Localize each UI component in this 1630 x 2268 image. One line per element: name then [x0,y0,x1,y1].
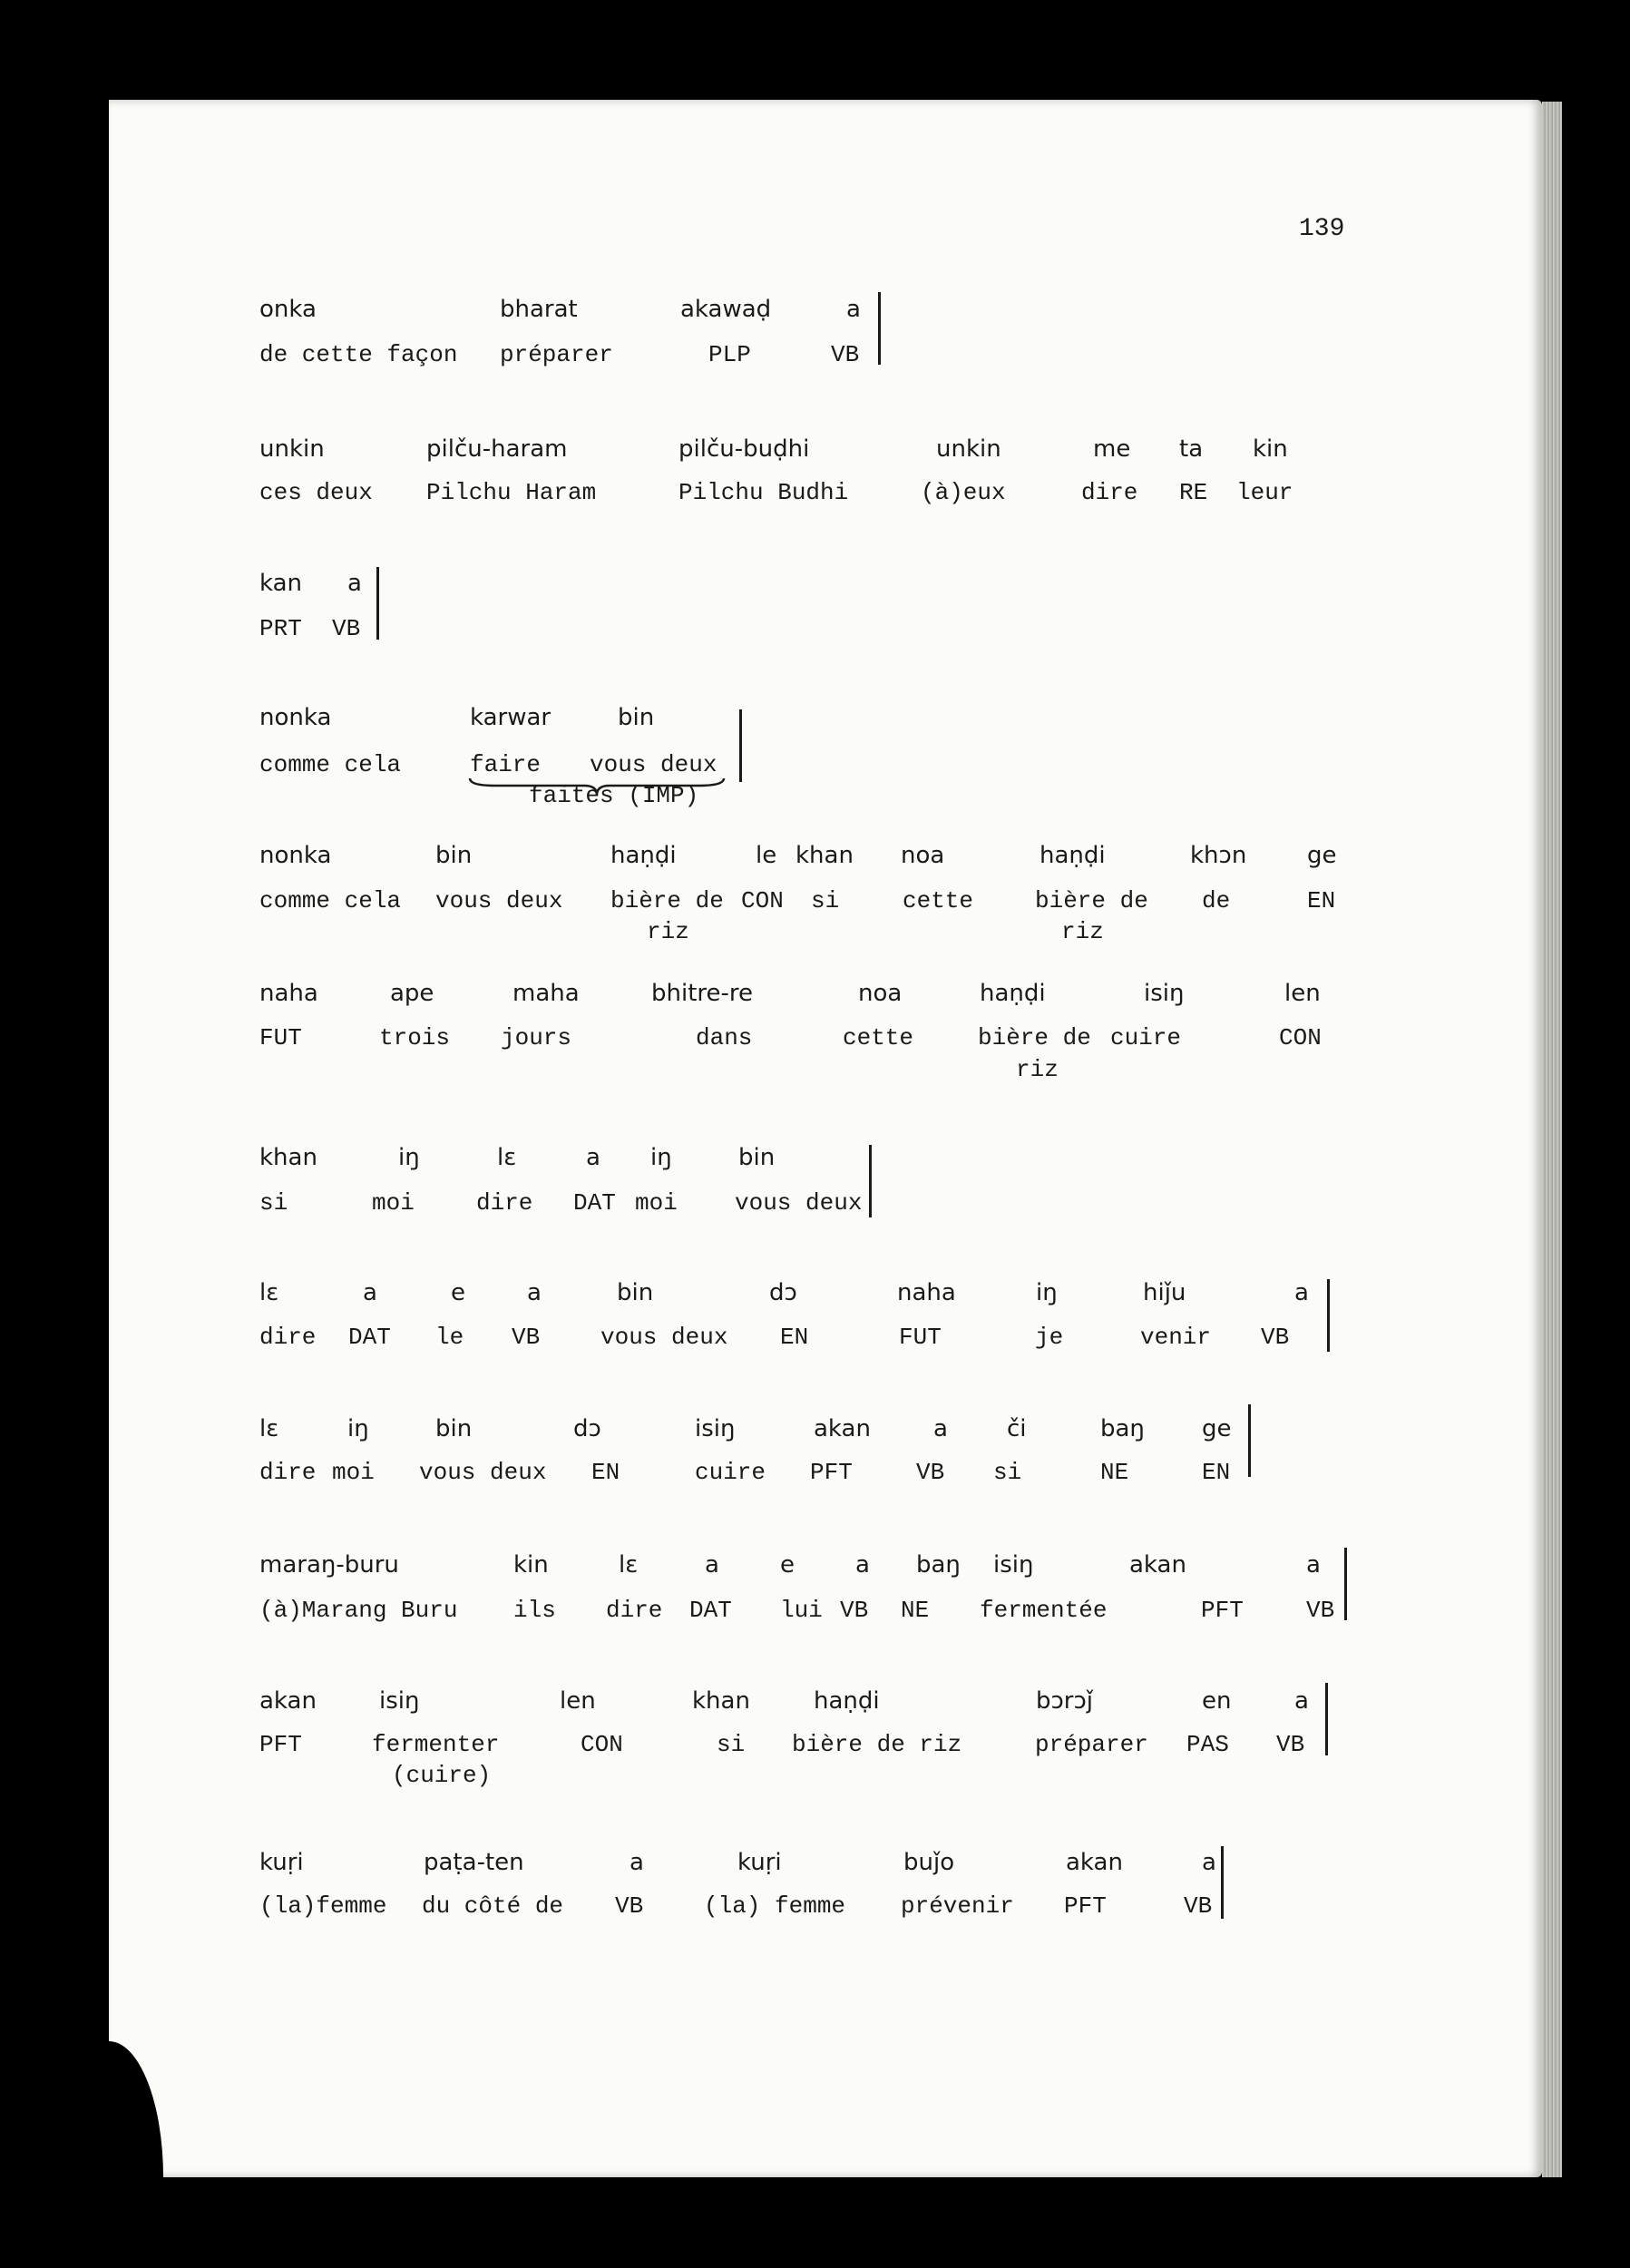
santali-word: khan [692,1687,750,1715]
french-gloss: comme cela [259,887,402,914]
french-gloss: bière de [1035,887,1148,914]
french-gloss: si [717,1731,746,1758]
santali-word: ta [1179,435,1204,463]
santali-word: a [1306,1551,1321,1579]
santali-word: paṭa-ten [424,1849,524,1876]
santali-word: haṇḍi [1039,842,1106,869]
santali-word: unkin [936,435,1001,463]
santali-word: unkin [259,435,325,463]
clause-boundary-bar [1248,1404,1251,1477]
santali-word: me [1093,435,1131,463]
santali-word: a [347,570,362,597]
santali-word: bin [617,1279,654,1306]
french-gloss: riz [1016,1056,1059,1083]
santali-word: akan [259,1687,317,1715]
french-gloss: (à)eux [921,479,1006,506]
french-gloss: le [435,1324,464,1351]
french-gloss: comme cela [259,751,402,778]
french-gloss: ils [513,1597,556,1624]
french-gloss: trois [379,1024,451,1051]
santali-word: akawaḍ [680,296,772,323]
french-gloss: PFT [259,1731,302,1758]
french-gloss: faites (IMP) [529,782,699,809]
french-gloss: cuire [1110,1024,1182,1051]
santali-word: akan [1066,1849,1123,1876]
santali-word: lɛ [619,1551,639,1579]
french-gloss: (la)femme [259,1892,387,1920]
french-gloss: VB [840,1597,869,1624]
santali-word: dɔ [573,1415,601,1442]
french-gloss: vous deux [590,751,717,778]
santali-word: akan [814,1415,871,1442]
santali-word: len [560,1687,596,1715]
santali-word: isiŋ [993,1551,1034,1579]
santali-word: iŋ [650,1144,672,1171]
santali-word: onka [259,296,317,323]
french-gloss: riz [647,918,689,945]
santali-word: en [1202,1687,1232,1715]
french-gloss: je [1035,1324,1064,1351]
french-gloss: fermentée [980,1597,1108,1624]
french-gloss: PAS [1186,1731,1229,1758]
santali-word: e [780,1551,795,1579]
french-gloss: venir [1140,1324,1212,1351]
santali-word: noa [858,980,903,1007]
french-gloss: bière de [978,1024,1091,1051]
french-gloss: moi [372,1189,415,1217]
santali-word: isiŋ [1144,980,1185,1007]
page-stack-edge [1542,102,1562,2177]
french-gloss: VB [831,341,860,368]
french-gloss: riz [1061,918,1104,945]
french-gloss: PFT [1064,1892,1107,1920]
santali-word: bin [435,1415,473,1442]
clause-boundary-bar [878,292,881,365]
french-gloss: vous deux [435,887,563,914]
santali-word: kin [513,1551,549,1579]
french-gloss: VB [512,1324,541,1351]
santali-word: haṇḍi [980,980,1046,1007]
clause-boundary-bar [1327,1279,1330,1352]
santali-word: lɛ [259,1279,279,1306]
santali-word: maha [512,980,580,1007]
santali-word: nonka [259,842,332,869]
french-gloss: DAT [348,1324,391,1351]
french-gloss: PFT [1201,1597,1244,1624]
french-gloss: PFT [810,1459,853,1486]
santali-word: khɔn [1190,842,1247,869]
french-gloss: bière de riz [792,1731,962,1758]
french-gloss: EN [780,1324,809,1351]
french-gloss: si [811,887,840,914]
santali-word: lɛ [259,1415,279,1442]
santali-word: akan [1129,1551,1186,1579]
french-gloss: moi [332,1459,375,1486]
french-gloss: prévenir [901,1892,1014,1920]
french-gloss: si [259,1189,288,1217]
page-number: 139 [1299,215,1345,243]
santali-word: naha [897,1279,956,1306]
french-gloss: PLP [708,341,751,368]
santali-word: bharat [500,296,578,323]
french-gloss: dire [1081,479,1138,506]
santali-word: bin [738,1144,776,1171]
french-gloss: dire [606,1597,663,1624]
french-gloss: PRT [259,615,302,642]
french-gloss: Pilchu Budhi [678,479,849,506]
french-gloss: RE [1179,479,1208,506]
french-gloss: EN [1307,887,1336,914]
santali-word: a [705,1551,719,1579]
santali-word: noa [901,842,945,869]
french-gloss: VB [1276,1731,1305,1758]
santali-word: kin [1253,435,1288,463]
santali-word: khan [795,842,854,869]
french-gloss: de [1202,887,1231,914]
french-gloss: dans [696,1024,753,1051]
santali-word: a [846,296,861,323]
french-gloss: CON [1279,1024,1322,1051]
santali-word: len [1284,980,1321,1007]
french-gloss: vous deux [600,1324,728,1351]
french-gloss: préparer [1035,1731,1148,1758]
french-gloss: CON [581,1731,623,1758]
french-gloss: NE [1100,1459,1129,1486]
santali-word: buǰo [903,1849,955,1876]
santali-word: a [527,1279,542,1306]
french-gloss: du côté de [422,1892,564,1920]
santali-word: a [933,1415,948,1442]
french-gloss: vous deux [419,1459,547,1486]
clause-boundary-bar [739,709,742,782]
santali-word: khan [259,1144,317,1171]
clause-boundary-bar [1325,1683,1328,1755]
santali-word: nonka [259,704,332,731]
french-gloss: faire [470,751,542,778]
french-gloss: EN [591,1459,620,1486]
santali-word: e [451,1279,465,1306]
french-gloss: ces deux [259,479,373,506]
french-gloss: préparer [500,341,613,368]
santali-word: iŋ [398,1144,420,1171]
santali-word: isiŋ [695,1415,736,1442]
santali-word: baŋ [1100,1415,1145,1442]
french-gloss: (la) femme [704,1892,846,1920]
santali-word: ge [1202,1415,1232,1442]
santali-word: bhitre-re [651,980,754,1007]
french-gloss: FUT [259,1024,302,1051]
santali-word: bɔrɔǰ [1036,1687,1093,1715]
french-gloss: VB [615,1892,644,1920]
santali-word: bin [435,842,473,869]
french-gloss: VB [1184,1892,1213,1920]
santali-word: haṇḍi [814,1687,880,1715]
french-gloss: Pilchu Haram [426,479,597,506]
french-gloss: DAT [573,1189,616,1217]
santali-word: hiǰu [1143,1279,1186,1306]
santali-word: karwar [470,704,551,731]
santali-word: kuṛi [259,1849,304,1876]
french-gloss: dire [259,1324,317,1351]
santali-word: pilču-buḍhi [678,435,810,463]
santali-word: dɔ [769,1279,797,1306]
santali-word: ape [390,980,434,1007]
french-gloss: jours [501,1024,572,1051]
french-gloss: leur [1236,479,1293,506]
french-gloss: CON [741,887,784,914]
santali-word: bin [618,704,655,731]
french-gloss: bière de [610,887,724,914]
clause-boundary-bar [1221,1846,1224,1919]
santali-word: a [586,1144,600,1171]
santali-word: maraŋ-buru [259,1551,399,1579]
santali-word: a [1294,1687,1309,1715]
santali-word: ge [1307,842,1337,869]
santali-word: le [756,842,777,869]
santali-word: lɛ [497,1144,517,1171]
french-gloss: vous deux [735,1189,863,1217]
french-gloss: de cette façon [259,341,458,368]
santali-word: či [1007,1415,1027,1442]
santali-word: naha [259,980,318,1007]
french-gloss: EN [1202,1459,1231,1486]
french-gloss: (cuire) [392,1762,492,1789]
clause-boundary-bar [376,567,379,640]
santali-word: kan [259,570,303,597]
santali-word: kuṛi [737,1849,782,1876]
french-gloss: cette [903,887,974,914]
french-gloss: dire [259,1459,317,1486]
french-gloss: FUT [899,1324,942,1351]
book-page [109,100,1542,2177]
french-gloss: si [993,1459,1022,1486]
french-gloss: lui [780,1597,823,1624]
french-gloss: cette [843,1024,914,1051]
french-gloss: VB [1306,1597,1335,1624]
santali-word: a [855,1551,870,1579]
french-gloss: dire [476,1189,533,1217]
french-gloss: (à)Marang Buru [259,1597,458,1624]
french-gloss: DAT [689,1597,732,1624]
santali-word: isiŋ [379,1687,420,1715]
santali-word: baŋ [916,1551,961,1579]
french-gloss: VB [916,1459,945,1486]
french-gloss: VB [332,615,361,642]
clause-boundary-bar [869,1145,872,1217]
santali-word: a [363,1279,377,1306]
santali-word: iŋ [347,1415,369,1442]
santali-word: iŋ [1036,1279,1058,1306]
santali-word: a [1294,1279,1309,1306]
french-gloss: fermenter [372,1731,500,1758]
french-gloss: VB [1261,1324,1290,1351]
santali-word: a [630,1849,644,1876]
french-gloss: cuire [695,1459,766,1486]
french-gloss: moi [635,1189,678,1217]
santali-word: haṇḍi [610,842,677,869]
clause-boundary-bar [1344,1548,1347,1620]
santali-word: pilču-haram [426,435,568,463]
santali-word: a [1202,1849,1216,1876]
french-gloss: NE [901,1597,930,1624]
